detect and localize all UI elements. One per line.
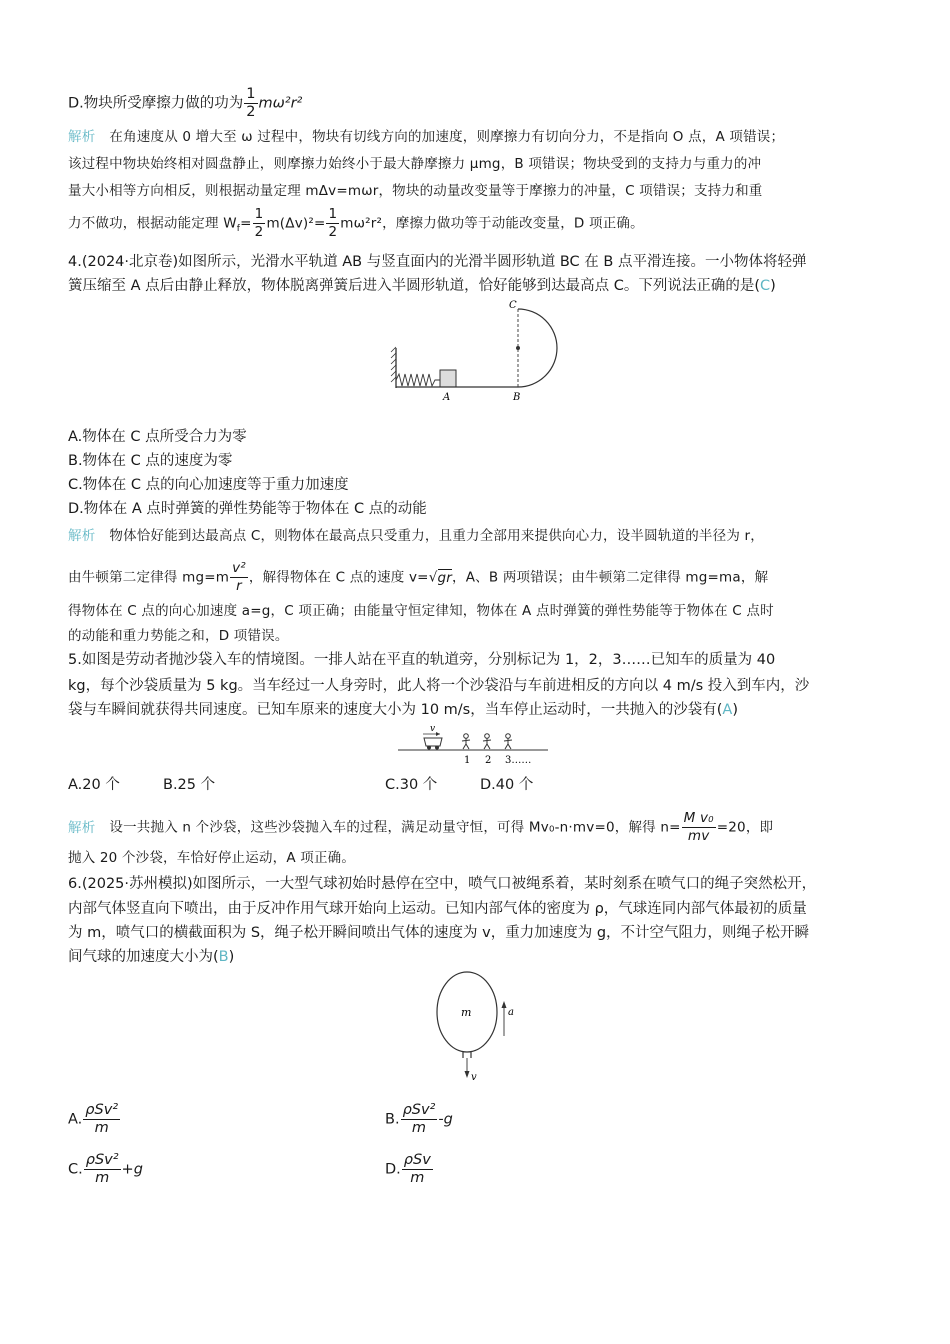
label-b: B <box>513 392 521 403</box>
label-c: C <box>509 300 517 311</box>
q5-stem-line-3: 袋与车瞬间就获得共同速度。已知车原来的速度大小为 10 m/s，当车停止运动时，一共抛入的沙袋有(A) <box>68 702 738 718</box>
q6-stem-line-1: 6.(2025·苏州模拟)如图所示，一大型气球初始时悬停在空中，喷气口被绳系着，某时刻系在喷气口的绳子突然松开， <box>68 876 817 892</box>
svg-text:v: v <box>471 1072 477 1083</box>
q4-option-c: C.物体在 C 点的向心加速度等于重力加速度 <box>68 477 349 493</box>
q3-analysis-line-3: 量大小相等方向相反，则根据动量定理 mΔv=mωr，物块的动量改变量等于摩擦力的冲量，C 项错误；支持力和重 <box>68 183 763 199</box>
svg-text:a: a <box>508 1007 514 1018</box>
q5-stem-line-2: kg，每个沙袋质量为 5 kg。当车经过一人身旁时，此人将一个沙袋沿与车前进相反的方向以 4 m/s 投入到车内，沙 <box>68 678 810 694</box>
svg-text:1: 1 <box>464 755 471 766</box>
q6-option-a: A. $\frac{\text{ρSv²}}{m}$ <box>68 1102 119 1136</box>
svg-text:2: 2 <box>485 755 492 766</box>
answer-key: C <box>760 278 771 294</box>
q4-analysis-line-3: 得物体在 C 点的向心加速度 a=g，C 项正确；由能量守恒定律知，物体在 A 点时弹簧的弹性势能等于物体在 C 点时 <box>68 603 774 619</box>
q5-analysis-line-1: 解析 设一共抛入 n 个沙袋，这些沙袋抛入车的过程，满足动量守恒，可得 Mv₀-n·mv=0，解得 n= $\frac{\text{M v₀}}{mv}$ =20，即 <box>68 810 774 844</box>
q5-option-a: A.20 个 <box>68 777 120 793</box>
q6-option-c: C. $\frac{\text{ρSv²}}{m}$ +g <box>68 1152 143 1186</box>
q6-stem-line-2: 内部气体竖直向下喷出，由于反冲作用气球开始向上运动。已知内部气体的密度为 ρ，气球连同内部气体最初的质量 <box>68 901 807 917</box>
analysis-label: 解析 <box>68 129 96 145</box>
svg-text:v: v <box>430 724 436 734</box>
svg-text:m: m <box>461 1006 472 1019</box>
q3-analysis-line-1: 解析 在角速度从 0 增大至 ω 过程中，物块有切线方向的加速度，则摩擦力有切向分力，不是指向 O 点，A 项错误； <box>68 129 785 145</box>
q6-option-d: D. $\frac{\text{ρSv}}{m}$ <box>385 1152 431 1186</box>
fraction: $\frac{1}{2}$ <box>246 86 256 120</box>
q4-analysis-line-4: 的动能和重力势能之和，D 项错误。 <box>68 628 289 644</box>
analysis-label: 解析 <box>68 528 96 544</box>
q3-option-d: D.物块所受摩擦力做的功为 $\frac{1}{2}$ mω²r² <box>68 86 303 120</box>
q3-analysis-line-2: 该过程中物块始终相对圆盘静止，则摩擦力始终小于最大静摩擦力 μmg，B 项错误；物块受到的支持力与重力的冲 <box>68 156 762 172</box>
svg-text:3……: 3…… <box>505 755 532 766</box>
q5-option-b: B.25 个 <box>163 777 216 793</box>
q4-analysis-line-1: 解析 物体恰好能到达最高点 C，则物体在最高点只受重力，且重力全部用来提供向心力，设半圆轨道的半径为 r， <box>68 528 764 544</box>
q4-option-d: D.物体在 A 点时弹簧的弹性势能等于物体在 C 点的动能 <box>68 501 427 517</box>
q4-analysis-line-2: 由牛顿第二定律得 mg=m $\frac{\text{v²}}{r}$ ，解得物体在 C 点的速度 v=√gr，A、B 两项错误；由牛顿第二定律得 mg=ma，解 <box>68 560 769 594</box>
q6-balloon-figure <box>428 968 528 1086</box>
answer-key: A <box>722 702 733 718</box>
q4-option-b: B.物体在 C 点的速度为零 <box>68 453 233 469</box>
spring <box>396 374 440 386</box>
q3-analysis-line-4: 力不做功，根据动能定理 $W_f=$ $\frac{1}{2}$ m(Δv)²= $\frac{1}{2}$ mω²r²，摩擦力做功等于动能改变量，D 项正确。 <box>68 206 644 240</box>
analysis-label: 解析 <box>68 819 96 836</box>
q4-stem-line-2: 簧压缩至 A 点后由静止释放，物体脱离弹簧后进入半圆形轨道，恰好能够到达最高点 C。下列说法正确的是(C) <box>68 278 776 294</box>
q6-option-b: B. $\frac{\text{ρSv²}}{m}$ -g <box>385 1102 453 1136</box>
sqrt-symbol: √ <box>428 569 438 586</box>
q5-option-c: C.30 个 <box>385 777 438 793</box>
label-a: A <box>443 392 451 403</box>
block <box>440 370 456 387</box>
q5-option-d: D.40 个 <box>480 777 534 793</box>
q6-stem-line-3: 为 m，喷气口的横截面积为 S，绳子松开瞬间喷出气体的速度为 v，重力加速度为 g，不计空气阻力，则绳子松开瞬 <box>68 925 810 941</box>
q5-stem-line-1: 5.如图是劳动者抛沙袋入车的情境图。一排人站在平直的轨道旁，分别标记为 1，2，3……已知车的质量为 40 <box>68 652 776 668</box>
q4-track-figure <box>388 296 568 404</box>
q5-cart-figure <box>398 722 550 768</box>
semicircle-track <box>518 309 557 387</box>
q6-stem-line-4: 间气球的加速度大小为(B) <box>68 949 235 965</box>
q4-stem-line-1: 4.(2024·北京卷)如图所示，光滑水平轨道 AB 与竖直面内的光滑半圆形轨道 BC 在 B 点平滑连接。一小物体将轻弹 <box>68 254 807 270</box>
q4-option-a: A.物体在 C 点所受合力为零 <box>68 429 247 445</box>
thrower-figures <box>462 734 512 749</box>
answer-key: B <box>218 949 229 965</box>
cart <box>424 738 442 746</box>
q5-analysis-line-2: 抛入 20 个沙袋，车恰好停止运动，A 项正确。 <box>68 850 356 866</box>
